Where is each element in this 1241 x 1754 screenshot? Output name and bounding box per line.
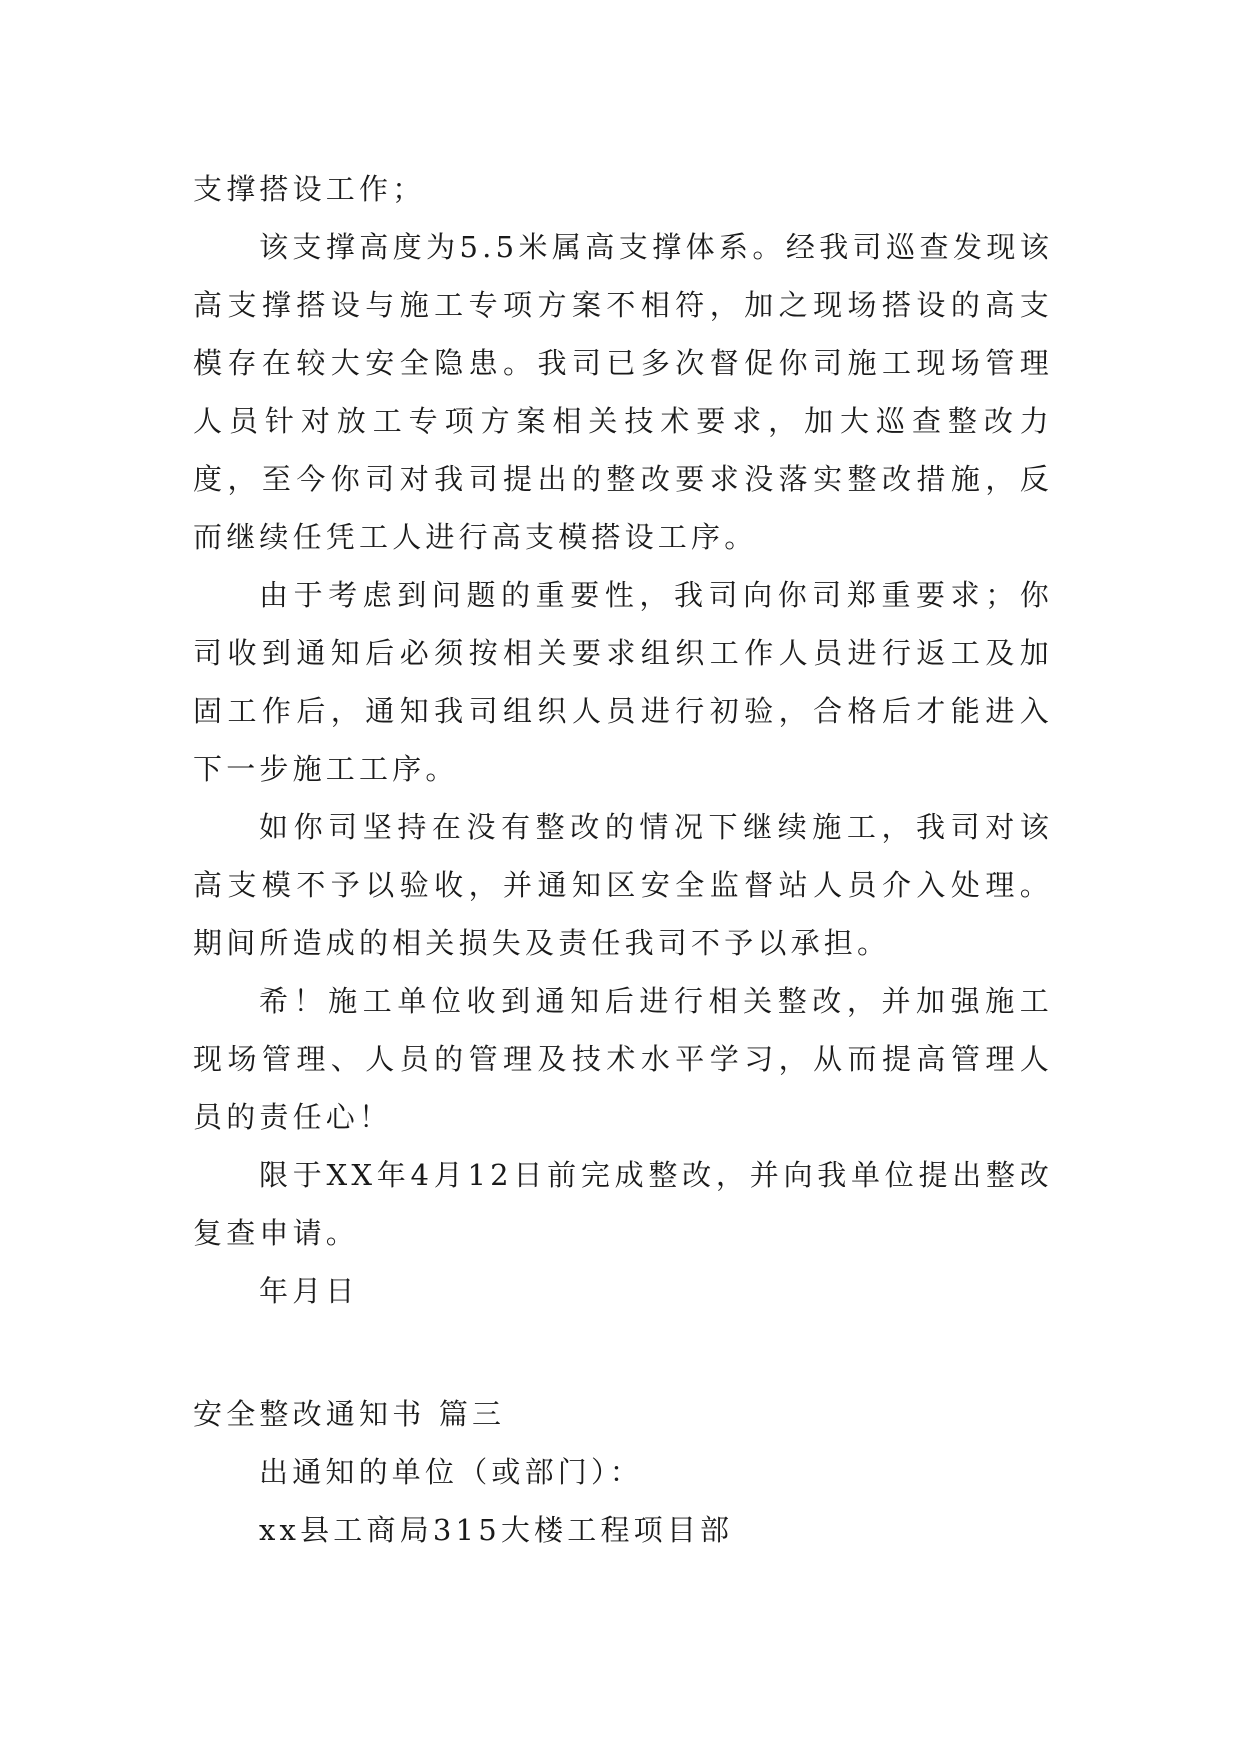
date-line: 年月日 [259,1274,359,1308]
paragraph-deadline: 限于XX年4月12日前完成整改，并向我单位提出整改复查申请。 [193,1158,1053,1250]
section-heading: 安全整改通知书 篇三 [193,1397,506,1431]
paragraph-non-acceptance: 如你司坚持在没有整改的情况下继续施工，我司对该高支模不予以验收，并通知区安全监督站人员介入处理。期间所造成的相关损失及责任我司不予以承担。 [193,810,1053,960]
issuing-unit-name: xx县工商局315大楼工程项目部 [259,1513,734,1547]
continuation-line: 支撑搭设工作； [193,172,426,206]
paragraph-rectification-request: 希！施工单位收到通知后进行相关整改，并加强施工现场管理、人员的管理及技术水平学习，从而提高管理人员的责任心！ [193,984,1053,1134]
paragraph-rework-requirement: 由于考虑到问题的重要性，我司向你司郑重要求；你司收到通知后必须按相关要求组织工作人员进行返工及加固工作后，通知我司组织人员进行初验，合格后才能进入下一步施工工序。 [193,578,1053,786]
issuing-unit-label: 出通知的单位（或部门）： [259,1455,643,1489]
paragraph-support-inspection: 该支撑高度为5.5米属高支撑体系。经我司巡查发现该高支撑搭设与施工专项方案不相符，加之现场搭设的高支模存在较大安全隐患。我司已多次督促你司施工现场管理人员针对放工专项方案相关技术要求，加大巡查整改力度，至今你司对我司提出的整改要求没落实整改措施，反而继续任凭工人进行高支模搭设工序。 [193,230,1053,554]
